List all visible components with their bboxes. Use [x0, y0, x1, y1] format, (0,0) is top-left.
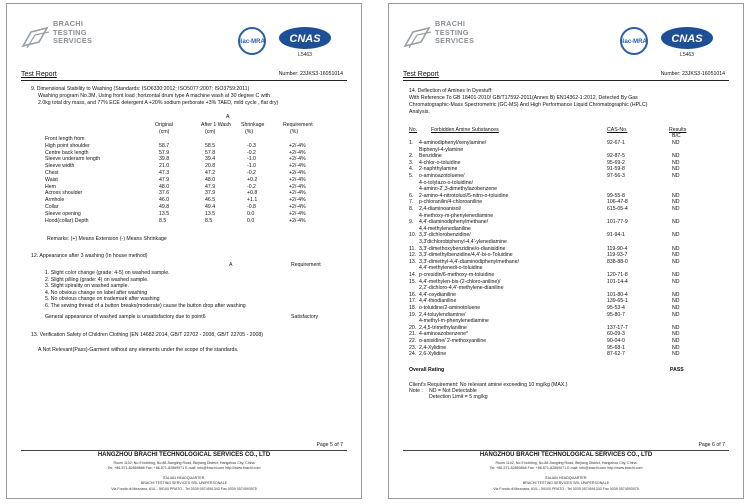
amine-row-no: 22.: [409, 338, 417, 344]
overall-value: PASS: [670, 367, 684, 373]
dim-row-label: Sleeve opening: [45, 210, 81, 217]
dim-row-label: Collar: [45, 204, 59, 210]
brand-line3: SERVICES: [435, 36, 475, 46]
s14-line4: Analysis.: [409, 109, 430, 115]
footer-rule: [21, 450, 347, 451]
amine-row-substance: 4,4'-methylen-bis-(2-chloro-aniline)/: [419, 278, 501, 285]
amine-row-result: ND: [672, 173, 680, 179]
amine-row-result: ND: [672, 258, 680, 265]
dim-row-shrinkage: +0.8: [247, 190, 258, 197]
amine-row-substance: 2-amino-4-nitrotoluol/5-nitro-o-toluidine: [419, 192, 509, 199]
dim-row-original: 21.0: [159, 163, 170, 170]
svg-text:ilac-MRA: ilac-MRA: [239, 39, 265, 45]
s12-requirement: Requirement: [291, 262, 321, 268]
amine-row-cas: 92-87-5: [607, 153, 625, 160]
brachi-logo-icon: [403, 26, 433, 50]
amine-row-cas: 92-67-1: [607, 140, 625, 146]
amine-row-cas: 95-80-7: [607, 311, 625, 318]
page-number: Page 5 of 7: [316, 442, 343, 448]
appearance-item: 3. Slight spirality on washed sample.: [45, 283, 129, 290]
page-number: Page 6 of 7: [698, 442, 725, 448]
hdr-after: After 1 Wash: [201, 122, 231, 128]
amine-row-result: ND: [672, 245, 680, 252]
brand-line2: TESTING: [53, 27, 87, 37]
report-page-6: [388, 3, 744, 499]
dim-row-shrinkage: -0.2: [247, 183, 256, 190]
amine-row-result: ND: [672, 206, 680, 212]
amine-row-cas: 95-69-2: [607, 159, 625, 166]
amine-row-result: ND: [672, 140, 680, 146]
amine-row-result: ND: [672, 338, 680, 344]
dim-row-shrinkage: -0.3: [247, 142, 256, 149]
amine-row-result: ND: [672, 219, 680, 226]
amine-row-cas: 95-53-4: [607, 305, 625, 311]
dim-row-original: 37.6: [159, 190, 170, 197]
amine-row-no: 15.: [409, 278, 417, 285]
dim-row-shrinkage: +0.2: [247, 176, 258, 183]
amine-row-result: ND: [672, 153, 680, 160]
ilac-mra-logo: [233, 26, 271, 56]
amine-row-cas: 838-88-0: [607, 258, 628, 265]
amine-row-substance: o-aminoazotoluene/: [419, 173, 465, 179]
amine-row-result: ND: [672, 272, 680, 278]
footer-hq-label: ITALIAN HEADQUARTER:: [162, 476, 206, 480]
dim-row-after: 47.2: [205, 170, 216, 176]
amine-row-cas: 101-80-4: [607, 291, 628, 298]
amine-row-cas: 120-71-8: [607, 272, 628, 278]
amine-row-no: 18.: [409, 305, 417, 311]
dim-row-label: Sleeve width: [45, 163, 75, 170]
amine-row-result: ND: [672, 331, 680, 338]
svg-text:ilac-MRA: ilac-MRA: [621, 39, 647, 45]
amine-row-no: 9.: [409, 219, 414, 226]
amine-row-cas: 137-17-7: [607, 324, 628, 331]
dim-row-after: 47.9: [205, 183, 216, 190]
amine-row-cas: 615-05-4: [607, 206, 628, 212]
header-rule: [403, 80, 729, 81]
col-a-label: A: [226, 114, 230, 120]
amine-row-substance: 4,4'-thiodianiline: [419, 298, 457, 305]
amine-row-substance: p-chloranilin/4-chloroaniline: [419, 199, 483, 206]
dim-row-after: 37.9: [205, 190, 216, 197]
amine-row-substance: 4,4'-methylenedi-o-toluidine: [419, 265, 483, 272]
amine-row-cas: 139-65-1: [607, 298, 628, 305]
footer-contact: Tel: +86-571-82869868 Fax: +86-571-82869971 E-mail: info@brachi.com http://www.brachi.com: [107, 466, 261, 470]
svg-text:CNAS: CNAS: [289, 33, 321, 45]
dim-row-shrinkage: -0.8: [247, 204, 256, 210]
dim-row-after: 49.4: [205, 204, 216, 210]
dim-row-original: 13.5: [159, 210, 170, 217]
amine-row-result: ND: [672, 324, 680, 331]
amine-row-substance: p-cresidin/6-methoxy-m-toluidine: [419, 272, 495, 278]
s12-general: General appearance of washed sample is unsatisfactory due to point6: [45, 314, 206, 320]
footer-rule: [403, 450, 729, 451]
note-label: Note :: [409, 388, 423, 394]
unit-after: (cm): [205, 129, 216, 135]
dim-row-label: Front length from: [45, 136, 85, 142]
amine-row-no: 13.: [409, 258, 417, 265]
note-nd: ND = Not Detectable: [429, 388, 477, 394]
amine-row-cas: 106-47-8: [607, 199, 628, 206]
amine-row-substance: 2,6-Xylidine: [419, 351, 447, 358]
dim-row-original: 49.8: [159, 204, 170, 210]
dim-row-after: 13.5: [205, 210, 216, 217]
amine-row-cas: 101-77-9: [607, 219, 628, 226]
s9-title: 9. Dimensional Stability to Washing (Standards: ISO6330:2012; ISO5077:2007; ISO3759:2011): [31, 86, 250, 92]
brachi-logo: [21, 20, 141, 56]
amine-row-substance: Benzidine: [419, 153, 442, 160]
s14-title: 14. Deflection of Amines In Dyestuff:: [409, 88, 493, 94]
dim-row-shrinkage: -1.0: [247, 163, 256, 170]
note-limit: Detection Limit = 5 mg/kg: [429, 394, 488, 400]
brand-line3: SERVICES: [53, 36, 93, 46]
appearance-item: 1. Slight color change (grade: 4-5) on washed sample.: [45, 270, 170, 276]
dim-row-original: 39.8: [159, 156, 170, 163]
dim-row-original: 47.9: [159, 176, 170, 183]
amine-row-substance: o-anisidine/ 2-methoxyaniline: [419, 338, 487, 344]
appearance-item: 4. No obvious change on label after washing: [45, 289, 148, 296]
brand-line1: BRACHI: [53, 19, 84, 28]
amine-row-no: 7.: [409, 199, 414, 206]
footer-company: HANGZHOU BRACHI TECHNOLOGICAL SERVICES CO., LTD: [97, 452, 271, 458]
dim-row-shrinkage: 0.0: [247, 217, 255, 224]
amine-row-substance: 4-o-tolylazo-o-toluidine/: [419, 179, 473, 186]
report-title: Test Report: [403, 71, 439, 78]
amine-row-no: 5.: [409, 173, 414, 179]
footer-address: Room 1102, No.9 building, No.88 Jiangling Road, Binjiang District, Hangzhou City, China: [113, 461, 255, 465]
amine-row-substance: 3,3'-dimethoxybenzidine/o-dianisidine: [419, 245, 506, 252]
amine-row-cas: 60-09-3: [607, 331, 625, 338]
amine-row-substance: 4-chlor-o-toluidine: [419, 159, 461, 166]
footer-hq-address: Via Fonda di Mezzana, 61/L - 59100 PRATO - Tel 0039 0574591343 Fax 0039 0574593975: [493, 487, 639, 491]
amine-row-substance: 3,3'dichlorobiphenyl-4,4'-ylenediamine: [419, 239, 507, 245]
amine-row-substance: 2-naphthylamine: [419, 166, 458, 173]
hdr-requirement: Requirement: [283, 122, 313, 128]
appearance-item: 6. The sewing thread of a button breaks(moderate) cause the button drop after washing: [45, 303, 246, 309]
hdr-bc: B/C: [672, 133, 681, 139]
dim-row-after: 48.0: [205, 176, 216, 183]
dim-row-requirement: +2/-4%: [289, 197, 306, 204]
hdr-original: Original: [155, 122, 173, 128]
amine-row-no: 12.: [409, 252, 417, 259]
dim-row-original: 8.5: [159, 217, 167, 224]
amine-row-result: ND: [672, 344, 680, 351]
svg-text:L5463: L5463: [680, 52, 694, 58]
amine-row-no: 21.: [409, 331, 417, 338]
overall-label: Overall Rating: [409, 367, 445, 373]
s13-title: 13. Verification Safety of Children Clothing (EN 14682:2014, GB/T 22702 - 2008, GB/T 22705 - 2008): [31, 332, 263, 338]
amine-row-no: 1.: [409, 140, 414, 146]
dim-row-requirement: +2/-4%: [289, 170, 306, 176]
amine-row-cas: 91-59-8: [607, 166, 625, 173]
footer-hq-name: BRACHI TESTING SERVICES SRL UNIPERSONALE: [140, 481, 228, 485]
amine-row-no: 23.: [409, 344, 417, 351]
dim-row-label: Across shoulder: [45, 190, 83, 197]
amine-row-substance: 3,3'-dimethyl-4,4'-diaminodiphenylmethane/: [419, 258, 520, 265]
dim-row-original: 58.7: [159, 142, 170, 149]
amine-row-result: ND: [672, 351, 680, 358]
amine-row-result: ND: [672, 278, 680, 285]
dim-row-original: 46.0: [159, 197, 170, 204]
report-title: Test Report: [21, 71, 57, 78]
amine-row-substance: 4-methyl-m-phenylenediamine: [419, 318, 489, 325]
amine-row-result: ND: [672, 199, 680, 206]
amine-row-no: 6.: [409, 192, 414, 199]
unit-requirement: (%): [290, 129, 299, 135]
brand-line2: TESTING: [435, 27, 469, 37]
amine-row-substance: 2,4-Xylidine: [419, 344, 447, 351]
dim-row-after: 8.5: [205, 217, 213, 224]
footer-address: Room 1102, No.9 building, No.88 Jiangling Road, Binjiang District, Hangzhou City, China: [495, 461, 637, 465]
appearance-item: 2. Slight pilling (grade: 4) on washed sample.: [45, 276, 149, 283]
amine-row-no: 2.: [409, 153, 414, 160]
amine-row-substance: 3,3'-dimethylbenzidine/4,4'-bi-o-Toluidine: [419, 252, 513, 259]
dim-row-label: Hem: [45, 183, 56, 190]
dim-row-after: 46.5: [205, 197, 216, 204]
hdr-shrinkage: Shrinkage: [241, 122, 265, 128]
report-number: Number: 23JKS3-16051014: [278, 71, 343, 77]
amine-row-substance: 4,4'-oxydianiline: [419, 291, 457, 298]
dim-row-requirement: +2/-4%: [289, 149, 306, 156]
amine-row-substance: Biphenyl-4-ylamine: [419, 146, 464, 153]
amine-row-substance: 4-methoxy-m-phenylenediamine: [419, 212, 494, 219]
amine-row-cas: 99-55-8: [607, 192, 625, 199]
amine-row-result: ND: [672, 192, 680, 199]
remarks: Remarks: (+) Means Extension (-) Means Shrinkage: [47, 236, 167, 242]
amine-row-result: ND: [672, 159, 680, 166]
footer-hq-label: ITALIAN HEADQUARTER:: [544, 476, 588, 480]
amine-row-substance: 4-aminodiphenyl/xenylamine/: [419, 140, 487, 146]
amine-row-substance: o-toluidine/2-aminotoluene: [419, 305, 481, 311]
amine-row-no: 14.: [409, 272, 417, 278]
dim-row-requirement: +2/-4%: [289, 163, 306, 170]
amine-row-cas: 87-62-7: [607, 351, 625, 358]
dim-row-requirement: +2/-4%: [289, 176, 306, 183]
dim-row-requirement: +2/-4%: [289, 210, 306, 217]
amine-row-no: 20.: [409, 324, 417, 331]
dim-row-shrinkage: -0.2: [247, 149, 256, 156]
dim-row-after: 58.5: [205, 142, 216, 149]
svg-text:CNAS: CNAS: [671, 33, 703, 45]
dim-row-label: Centre back length: [45, 149, 89, 156]
dim-row-label: Waist: [45, 176, 58, 183]
s9-line2: Washing program No.3M, Using front load ;horizontal drum type A machine wash at 30 degree C with: [38, 93, 270, 99]
amine-row-substance: 4-aminoazobenzene*: [419, 331, 469, 338]
footer-company: HANGZHOU BRACHI TECHNOLOGICAL SERVICES CO., LTD: [479, 452, 653, 458]
amine-row-result: ND: [672, 166, 680, 173]
hdr-cas: CAS-No.: [607, 127, 628, 133]
dim-row-shrinkage: -1.0: [247, 156, 256, 163]
cnas-logo: [659, 26, 715, 56]
cnas-logo: [277, 26, 333, 56]
amine-row-result: ND: [672, 291, 680, 298]
amine-row-substance: 4-amino-2',3-dimethylazobenzene: [419, 186, 497, 193]
amine-row-no: 10.: [409, 232, 417, 239]
s9-line3: 2.0kg total dry mass, and 77% ECE detergent A +20% sodium perborate +3% TAED, mild cycle , flat dry): [38, 100, 279, 106]
dim-row-shrinkage: -0.2: [247, 170, 256, 176]
dim-row-shrinkage: +1.1: [247, 197, 258, 204]
appearance-item: 5. No obvious change on trademark after washing: [45, 296, 160, 303]
hdr-no: No.: [409, 127, 418, 133]
dim-row-requirement: +2/-4%: [289, 217, 306, 224]
s12-col-a: A: [229, 262, 233, 268]
dim-row-requirement: +2/-4%: [289, 204, 306, 210]
amine-row-substance: 4,4'-diaminodiphenylmethane/: [419, 219, 489, 226]
hdr-results: Results: [669, 127, 687, 133]
amine-row-result: ND: [672, 305, 680, 311]
unit-original: (cm): [159, 129, 170, 135]
dim-row-after: 57.8: [205, 149, 216, 156]
dim-row-requirement: +2/-4%: [289, 183, 306, 190]
amine-row-cas: 97-56-3: [607, 173, 625, 179]
amine-row-no: 16.: [409, 291, 417, 298]
amine-row-cas: 91-94-1: [607, 232, 625, 239]
dim-row-original: 48.0: [159, 183, 170, 190]
dim-row-label: High point shoulder: [45, 142, 90, 149]
amine-row-result: ND: [672, 252, 680, 259]
svg-text:L5463: L5463: [298, 52, 312, 58]
ilac-mra-logo: [615, 26, 653, 56]
amine-row-cas: 101-14-4: [607, 278, 628, 285]
brand-line1: BRACHI: [435, 19, 466, 28]
dim-row-after: 20.8: [205, 163, 216, 170]
amine-row-substance: 3,3'-dichlorobenzidine/: [419, 232, 471, 239]
dim-row-label: Hood(collar) Depth: [45, 217, 89, 224]
amine-row-substance: 2,4,5-trimethylaniline: [419, 324, 467, 331]
dim-row-original: 47.3: [159, 170, 170, 176]
amine-row-no: 8.: [409, 206, 414, 212]
dim-row-label: Armhole: [45, 197, 65, 204]
unit-shrinkage: (%): [245, 129, 254, 135]
amine-row-no: 24.: [409, 351, 417, 358]
dim-row-label: Chest: [45, 170, 59, 176]
amine-row-substance: 2,2'-dichloro-4,4'-methylene-dianiline: [419, 285, 504, 292]
dim-row-requirement: +2/-4%: [289, 190, 306, 197]
s14-line3: Chromatographic-Mass Spectrometric (GC-MS) And High Performance Liquid Chromatographic (HPLC): [409, 102, 648, 108]
s12-result: Satisfactory: [291, 314, 319, 320]
dim-row-shrinkage: 0.0: [247, 210, 255, 217]
dim-row-after: 39.4: [205, 156, 216, 163]
footer-contact: Tel: +86-571-82869868 Fax: +86-571-82869971 E-mail: info@brachi.com http://www.brachi.com: [489, 466, 643, 470]
dim-row-requirement: +2/-4%: [289, 156, 306, 163]
s14-line2: With Reference To GB 18401-2010/ GB/T17592-2011(Annex B) EN14362-1:2012, Detected By Gas: [409, 95, 638, 101]
s13-text: A Not Relevant(Pass)-Garment without any elements under the scope of the standards.: [38, 347, 239, 353]
header-rule: [21, 80, 347, 81]
report-number: Number: 23JKS3-16051014: [660, 71, 725, 77]
amine-row-no: 19.: [409, 311, 417, 318]
footer-hq-name: BRACHI TESTING SERVICES SRL UNIPERSONALE: [522, 481, 610, 485]
hdr-substance: Forbidden Amine Substances: [431, 127, 499, 133]
amine-row-no: 17.: [409, 298, 417, 305]
footer-hq-address: Via Fonda di Mezzana, 61/L - 59100 PRATO - Tel 0039 0574591343 Fax 0039 0574593975: [111, 487, 257, 491]
s12-title: 12. Appearance after 3 washing (In house method): [31, 253, 148, 259]
amine-row-no: 11.: [409, 245, 416, 252]
amine-row-cas: 90-04-0: [607, 338, 625, 344]
report-page-5: [6, 3, 362, 499]
amine-row-result: ND: [672, 311, 680, 318]
amine-row-result: ND: [672, 232, 680, 239]
client-requirement: Client's Requirement: No relevant amine exceeding 10 mg/kg (MAX.): [409, 382, 568, 388]
brachi-logo: [403, 20, 523, 56]
amine-row-cas: 119-90-4: [607, 245, 628, 252]
dim-row-original: 57.9: [159, 149, 170, 156]
amine-row-cas: 119-93-7: [607, 252, 628, 259]
amine-row-no: 3.: [409, 159, 414, 166]
dim-row-requirement: +2/-4%: [289, 142, 306, 149]
brachi-logo-icon: [21, 26, 51, 50]
amine-row-no: 4.: [409, 166, 414, 173]
amine-row-substance: 2,4-diaminoanisol/: [419, 206, 462, 212]
amine-row-substance: 2,4-toluylendiamine/: [419, 311, 466, 318]
amine-row-result: ND: [672, 298, 680, 305]
amine-row-cas: 95-68-1: [607, 344, 625, 351]
dim-row-label: Sleeve underarm length: [45, 156, 101, 163]
amine-row-substance: 4,4-methylenedianiline: [419, 225, 471, 232]
